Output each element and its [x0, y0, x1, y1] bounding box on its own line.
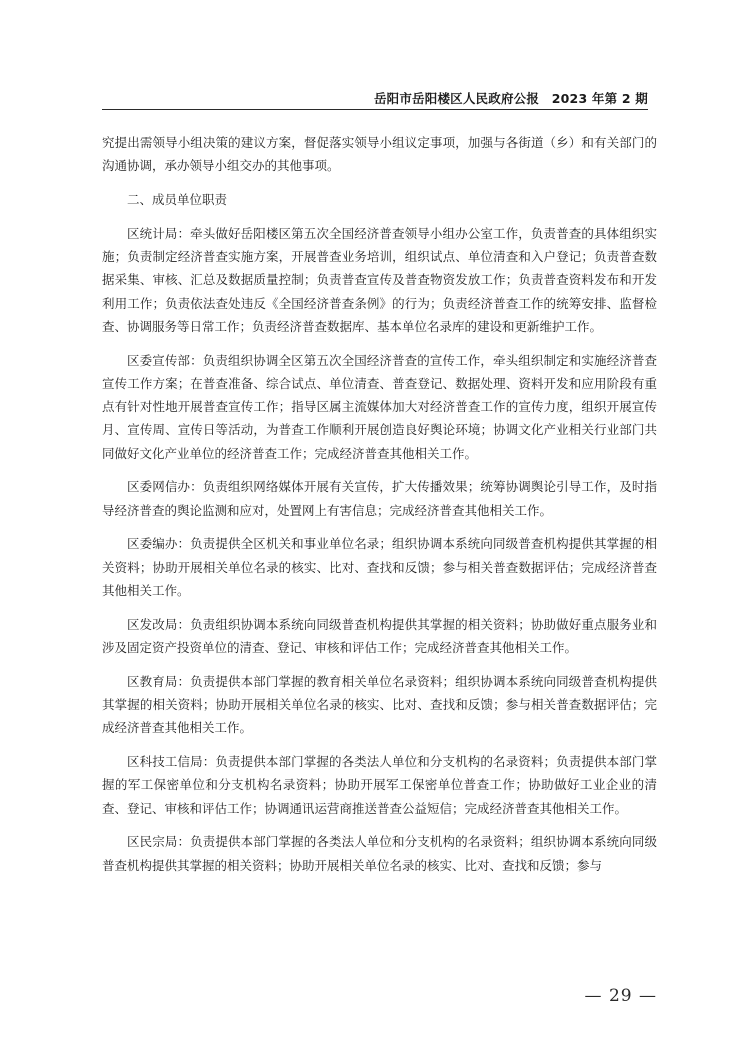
- paragraph-statistics-bureau: 区统计局：牵头做好岳阳楼区第五次全国经济普查领导小组办公室工作，负责普查的具体组织实施；负责制定经济普查实施方案，开展普查业务培训，组织试点、单位清查和入户登记；负责普查数据采集、审核、汇总及数据质量控制；负责普查宣传及普查物资发放工作；负责普查资料发布和开发利用工作；负责依法查处违反《全国经济普查条例》的行为；负责经济普查工作的统筹安排、监督检查、协调服务等日常工作；负责经济普查数据库、基本单位名录库的建设和更新维护工作。: [102, 225, 657, 334]
- header-rule: [102, 109, 648, 110]
- paragraph-science-industry: 区科技工信局：负责提供本部门掌握的各类法人单位和分支机构的名录资料；负责提供本部门掌握的军工保密单位和分支机构名录资料；协助开展军工保密单位普查工作；协助做好工业企业的清查、登记、审核和评估工作；协调通讯运营商推送普查公益短信；完成经济普查其他相关工作。: [102, 754, 657, 816]
- page-number: — 29 —: [584, 986, 657, 1006]
- paragraph-development-reform: 区发改局：负责组织协调本系统向同级普查机构提供其掌握的相关资料；协助做好重点服务业和涉及固定资产投资单位的清查、登记、审核和评估工作；完成经济普查其他相关工作。: [102, 616, 657, 655]
- gazette-header: 岳阳市岳阳楼区人民政府公报 2023 年第 2 期: [373, 91, 648, 106]
- paragraph-publicity-department: 区委宣传部：负责组织协调全区第五次全国经济普查的宣传工作，牵头组织制定和实施经济普查宣传工作方案；在普查准备、综合试点、单位清查、普查登记、数据处理、资料开发和应用阶段有重点有针对性地开展普查宣传工作；指导区属主流媒体加大对经济普查工作的宣传力度，组织开展宣传月、宣传周、宣传日等活动，为普查工作顺利开展创造良好舆论环境；协调文化产业相关行业部门共同做好文化产业单位的经济普查工作；完成经济普查其他相关工作。: [102, 352, 657, 461]
- section-heading: 二、成员单位职责: [127, 192, 228, 208]
- paragraph-staffing-office: 区委编办：负责提供全区机关和事业单位名录；组织协调本系统向同级普查机构提供其掌握的相关资料；协助开展相关单位名录的核实、比对、查找和反馈；参与相关普查数据评估；完成经济普查其他相关工作。: [102, 536, 657, 598]
- paragraph-cyberspace-office: 区委网信办：负责组织网络媒体开展有关宣传，扩大传播效果；统筹协调舆论引导工作，及时指导经济普查的舆论监测和应对，处置网上有害信息；完成经济普查其他相关工作。: [102, 479, 657, 518]
- paragraph-education-bureau: 区教育局：负责提供本部门掌握的教育相关单位名录资料；组织协调本系统向同级普查机构提供其掌握的相关资料；协助开展相关单位名录的核实、比对、查找和反馈；参与相关普查数据评估；完成经济普查其他相关工作。: [102, 673, 657, 736]
- body-text: [102, 131, 657, 888]
- paragraph-continuation: 究提出需领导小组决策的建议方案，督促落实领导小组议定事项，加强与各街道（乡）和有关部门的沟通协调，承办领导小组交办的其他事项。: [102, 135, 657, 174]
- paragraph-ethnic-religious: 区民宗局：负责提供本部门掌握的各类法人单位和分支机构的名录资料；组织协调本系统向同级普查机构提供其掌握的相关资料；协助开展相关单位名录的核实、比对、查找和反馈；参与: [102, 834, 657, 873]
